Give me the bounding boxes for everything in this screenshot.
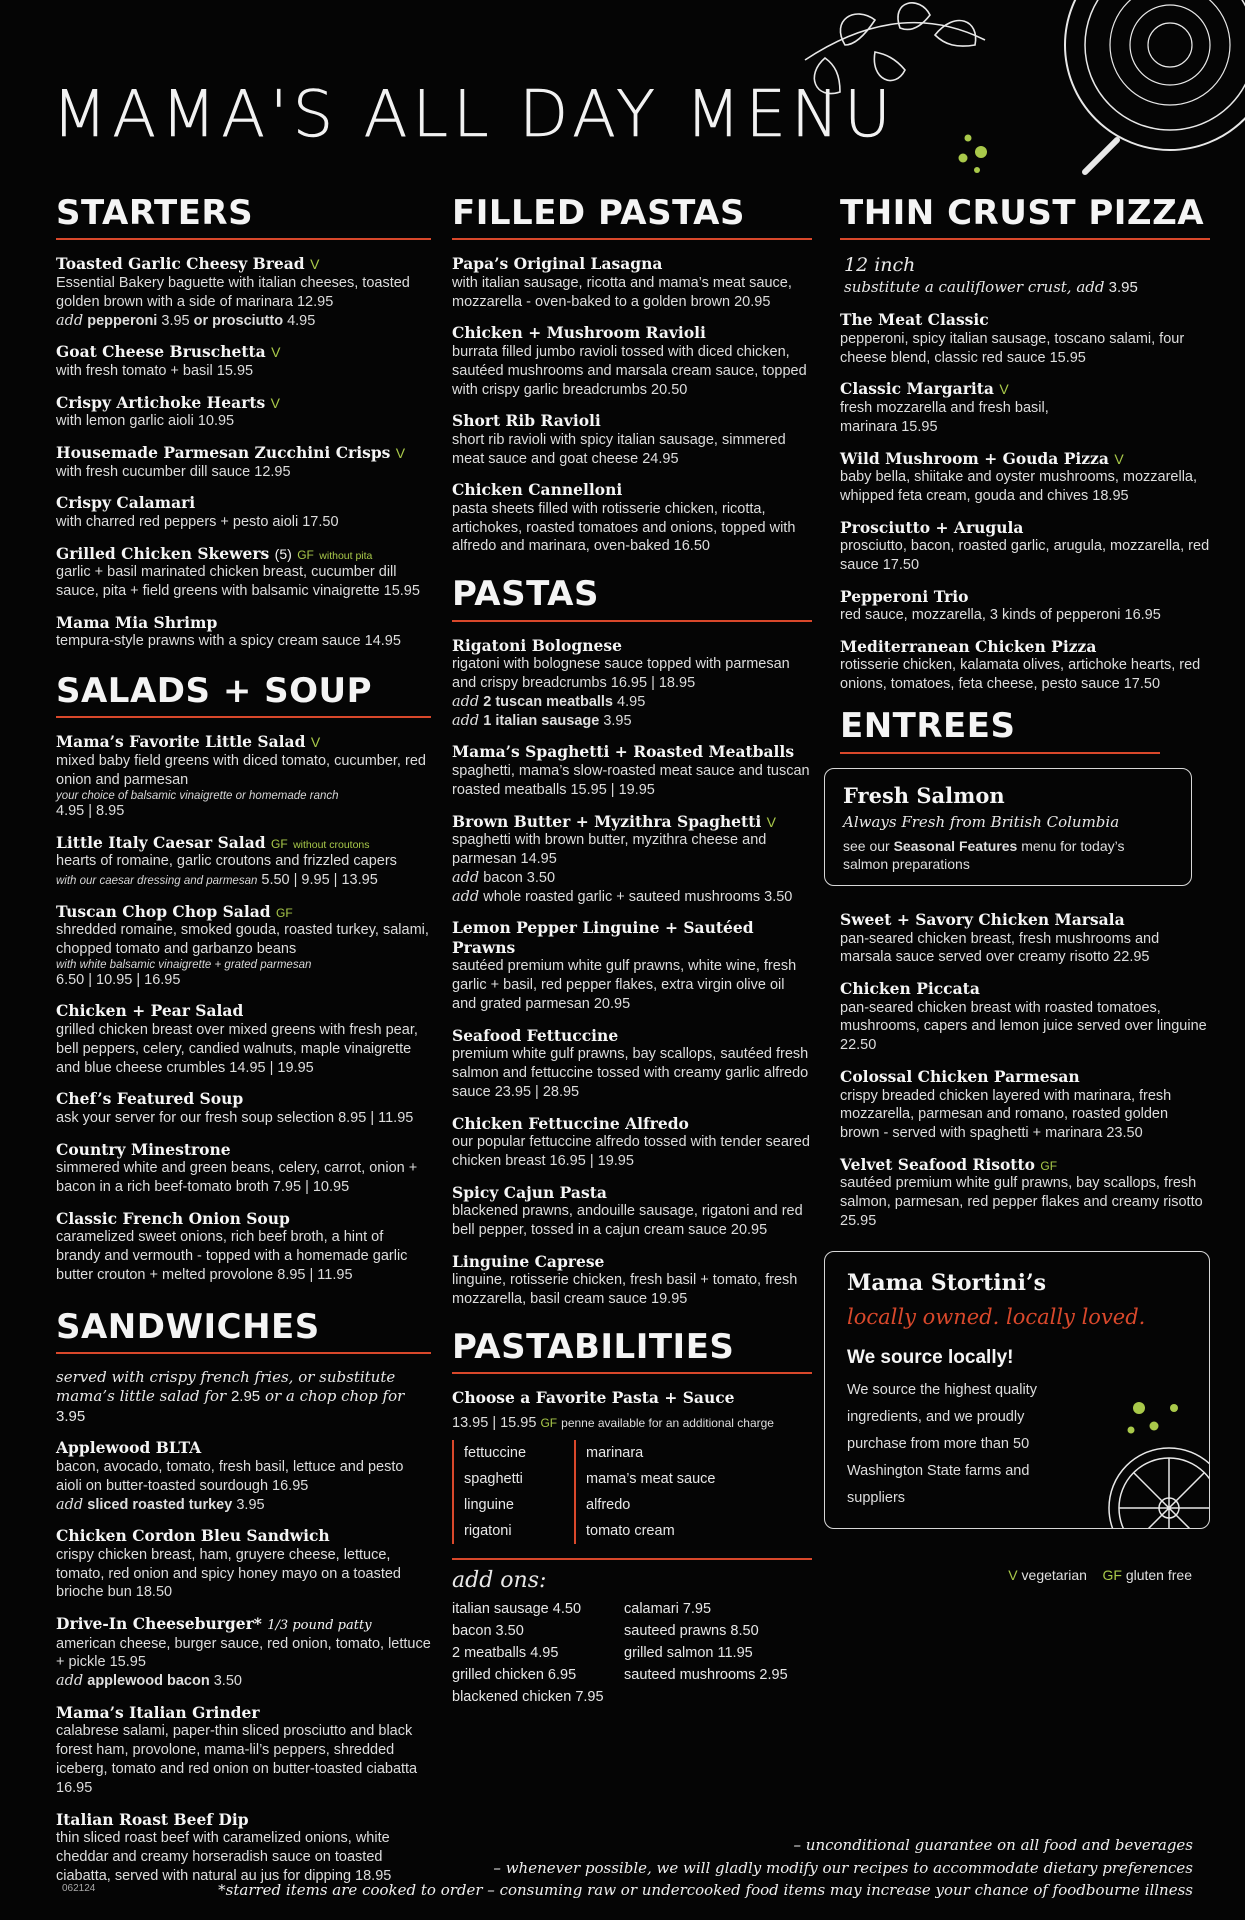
pizza-crust-note: substitute a cauliflower crust, add 3.95 [844, 278, 1138, 297]
vegetarian-mark: V [395, 445, 406, 462]
item-name: Crispy Artichoke Hearts [56, 392, 266, 412]
item-description: sautéed premium white gulf prawns, white wine, fresh garlic + basil, red pepper flakes, extra virgin olive oil and grated parmesan 20.95 [452, 958, 797, 1012]
menu-item [452, 323, 812, 399]
item-description: crispy chicken breast, ham, gruyere cheese, lettuce, tomato, red onion and spicy honey mayo on a toasted brioche bun 18.50 [56, 1546, 401, 1601]
menu-item [840, 1155, 1210, 1231]
addon-item: 2 meatballs 4.95 [452, 1645, 559, 1662]
sauce-option: alfredo [586, 1497, 631, 1514]
item-description: spaghetti, mama’s slow-roasted meat sauce and tuscan roasted meatballs 15.95 | 19.95 [452, 762, 810, 798]
gluten-free-mark: GF [270, 836, 288, 851]
item-note: your choice of balsamic vinaigrette or homemade ranch [56, 789, 339, 802]
menu-item [56, 1209, 431, 1285]
middle-column [452, 195, 812, 1705]
stortini-tagline: locally owned. locally loved. [847, 1305, 1146, 1330]
item-description: pan-seared chicken breast, fresh mushrooms and marsala sauce served over creamy risotto 22.95 [840, 930, 1160, 966]
item-name: Spicy Cajun Pasta [452, 1182, 607, 1202]
item-description: bacon, avocado, tomato, fresh basil, lettuce and pesto aioli on butter-toasted sourdough 16.95 [56, 1458, 404, 1494]
legend-vegetarian: vegetarian [1021, 1566, 1087, 1583]
item-description: hearts of romaine, garlic croutons and frizzled capers [56, 852, 397, 869]
menu-item: Little Italy Caesar Salad GF without croutons hearts of romaine, garlic croutons and frizzled capers with our caesar dressing and parmesan 5.50 | 9.95 | 13.95 [56, 833, 431, 890]
item-price: 5.50 | 9.95 | 13.95 [261, 871, 378, 888]
item-name: Chicken + Mushroom Ravioli [452, 323, 706, 343]
stortini-heading: We source locally! [847, 1347, 1014, 1369]
item-description: sautéed premium white gulf prawns, bay scallops, fresh salmon, parmesan, red pepper flakes and creamy risotto 25.95 [840, 1175, 1203, 1230]
item-note: with our caesar dressing and parmesan [56, 874, 258, 887]
item-name: The Meat Classic [840, 310, 989, 330]
menu-item [56, 493, 431, 531]
sandwiches-intro: served with crispy french fries, or substitute mama’s little salad for 2.95 or a chop chop for 3.95 [56, 1367, 405, 1425]
gluten-free-mark: GF [1040, 1159, 1058, 1174]
menu-item [840, 637, 1210, 694]
section-divider [840, 238, 1210, 240]
section-divider [452, 620, 812, 622]
item-description: rotisserie chicken, kalamata olives, artichoke hearts, red onions, tomatoes, feta cheese, pesto sauce 17.50 [840, 657, 1201, 693]
filled-pastas-heading: FILLED PASTAS [452, 193, 745, 233]
item-description: crispy breaded chicken layered with marinara, fresh mozzarella, parmesan and romano, roasted golden brown - served with spaghetti + marinara 23.50 [840, 1087, 1172, 1142]
item-addon: add sliced roasted turkey 3.95 [56, 1496, 265, 1513]
item-description: with lemon garlic aioli 10.95 [56, 413, 235, 430]
item-name: Crispy Calamari [56, 493, 196, 513]
menu-item [452, 812, 812, 907]
item-addon: add bacon 3.50 [452, 869, 556, 886]
menu-item [452, 411, 812, 468]
sauce-option: marinara [586, 1445, 644, 1462]
item-addon: add 1 italian sausage 3.95 [452, 712, 632, 729]
menu-item [840, 449, 1210, 506]
item-description: pasta sheets filled with rotisserie chicken, ricotta, artichokes, roasted tomatoes and onions, topped with alfredo and marinara, oven-baked 16.50 [452, 500, 796, 555]
item-name: Drive-In Cheeseburger* [56, 1614, 262, 1634]
item-description: fresh mozzarella and fresh basil, marinara 15.95 [840, 399, 1049, 435]
item-name: Sweet + Savory Chicken Marsala [840, 910, 1125, 930]
menu-item [56, 1140, 431, 1197]
salads-soup-section [56, 673, 431, 1284]
item-description: baby bella, shiitake and oyster mushrooms, mozzarella, whipped feta cream, gouda and chives 18.95 [840, 469, 1198, 504]
item-name: Papa’s Original Lasagna [452, 254, 663, 274]
item-name: Mama’s Favorite Little Salad [56, 732, 306, 752]
vegetarian-mark: V [270, 394, 280, 411]
item-description: calabrese salami, paper-thin sliced prosciutto and black forest ham, provolone, mama-lil’s peppers, shredded iceberg, tomato and red onion on butter-toasted ciabatta 16.95 [56, 1723, 418, 1796]
fresh-salmon-box [824, 768, 1192, 887]
pasta-option: rigatoni [464, 1523, 512, 1540]
item-description: tempura-style prawns with a spicy cream sauce 14.95 [56, 633, 401, 650]
salmon-tagline: Always Fresh from British Columbia [843, 812, 1120, 831]
item-name: Seafood Fettuccine [452, 1025, 619, 1045]
item-name: Little Italy Caesar Salad [56, 832, 266, 852]
item-description: linguine, rotisserie chicken, fresh basil + tomato, fresh mozzarella, basil cream sauce 19.95 [452, 1272, 798, 1307]
menu-title: MAMA'S ALL DAY MENU [52, 78, 896, 152]
pastas-heading: PASTAS [452, 574, 599, 615]
item-name: Chicken Cannelloni [452, 480, 623, 500]
vegetarian-mark: V [271, 344, 281, 361]
item-name: Wild Mushroom + Gouda Pizza [840, 448, 1109, 468]
item-name: Brown Butter + Myzithra Spaghetti [452, 811, 762, 831]
vegetarian-mark: V [1008, 1566, 1018, 1583]
item-description: with charred red peppers + pesto aioli 17.50 [56, 513, 339, 530]
section-divider [840, 752, 1160, 754]
sauce-option: mama’s meat sauce [586, 1471, 716, 1488]
menu-item [56, 902, 431, 990]
item-addon: add pepperoni 3.95 or prosciutto 4.95 [56, 312, 316, 329]
pizza-section [840, 195, 1210, 694]
herb-dots-icon [959, 135, 988, 174]
item-description: thin sliced roast beef with caramelized onions, white cheddar and creamy horseradish sauce on toasted ciabatta, served with natural au jus for dipping 18.95 [56, 1830, 392, 1884]
legend-gluten-free: gluten free [1125, 1566, 1192, 1583]
salads-heading: SALADS + SOUP [56, 671, 373, 712]
addon-item: bacon 3.50 [452, 1623, 524, 1640]
starters-heading: STARTERS [56, 193, 254, 233]
item-description: prosciutto, bacon, roasted garlic, arugula, mozzarella, red sauce 17.50 [840, 538, 1210, 574]
addon-item: calamari 7.95 [624, 1601, 712, 1618]
item-name: Applewood BLTA [56, 1438, 202, 1458]
item-addon: add whole roasted garlic + sauteed mushrooms 3.50 [452, 888, 793, 905]
legend [840, 1567, 1192, 1583]
item-name: Italian Roast Beef Dip [56, 1809, 249, 1829]
item-description: garlic + basil marinated chicken breast, cucumber dill sauce, pita + field greens with balsamic vinaigrette 15.95 [56, 564, 420, 600]
menu-item [56, 254, 431, 330]
vegetarian-mark: V [766, 813, 777, 830]
filled-pastas-section [452, 195, 812, 556]
item-name: Toasted Garlic Cheesy Bread [56, 254, 305, 274]
item-addon: add 2 tuscan meatballs 4.95 [452, 693, 646, 710]
item-name: Tuscan Chop Chop Salad [56, 901, 271, 921]
sauce-list [574, 1440, 715, 1544]
vegetarian-mark: V [310, 734, 321, 751]
menu-item [452, 918, 812, 1013]
item-name: Chicken Piccata [840, 979, 980, 999]
item-name: Country Minestrone [56, 1139, 231, 1159]
menu-item [56, 1703, 431, 1798]
pasta-option: spaghetti [464, 1471, 523, 1488]
addon-item: grilled salmon 11.95 [624, 1645, 753, 1662]
item-price: 4.95 | 8.95 [56, 802, 125, 819]
addon-item: grilled chicken 6.95 [452, 1667, 577, 1684]
item-description: american cheese, burger sauce, red onion, tomato, lettuce + pickle 15.95 [56, 1635, 431, 1671]
pastabilities-prices: 13.95 | 15.95 GF penne available for an additional charge [452, 1414, 774, 1431]
menu-item [452, 636, 812, 731]
item-description: our popular fettuccine alfredo tossed with tender seared chicken breast 16.95 | 19.95 [452, 1133, 810, 1169]
addons-list [452, 1601, 812, 1705]
item-description: ask your server for our fresh soup selection 8.95 | 11.95 [56, 1109, 414, 1126]
section-divider [452, 238, 812, 240]
menu-item [840, 979, 1210, 1055]
menu-item [452, 1252, 812, 1309]
item-description: burrata filled jumbo ravioli tossed with diced chicken, sautéed mushrooms and marsala cream sauce, topped with crispy garlic breadcrumbs 20.50 [452, 343, 807, 398]
plate-illustration-icon [1065, 0, 1245, 172]
item-description: pan-seared chicken breast with roasted tomatoes, mushrooms, capers and lemon juice served over linguine 22.50 [840, 999, 1207, 1054]
vegetarian-mark: V [1114, 450, 1124, 467]
item-name: Chicken Fettuccine Alfredo [452, 1113, 689, 1133]
section-divider [452, 1558, 812, 1560]
menu-item [452, 480, 812, 556]
menu-code: 062124 [62, 1883, 96, 1894]
addon-item: sauteed prawns 8.50 [624, 1623, 759, 1640]
item-description: rigatoni with bolognese sauce topped with parmesan and crispy breadcrumbs 16.95 | 18.95 [452, 656, 790, 691]
footer-notes [218, 1834, 1193, 1902]
addon-item: sauteed mushrooms 2.95 [624, 1667, 788, 1684]
menu-item [840, 910, 1210, 967]
lemon-illustration-icon [1079, 1378, 1210, 1529]
menu-item [840, 310, 1210, 367]
left-column [56, 195, 431, 1898]
item-name: Prosciutto + Arugula [840, 517, 1024, 537]
footer-line: – unconditional guarantee on all food and beverages [793, 1836, 1193, 1854]
menu-item [840, 1067, 1210, 1143]
item-name: Grilled Chicken Skewers [56, 543, 270, 563]
starters-section [56, 195, 431, 651]
menu-item [840, 518, 1210, 575]
item-description: blackened prawns, andouille sausage, rigatoni and red bell pepper, tossed in a cajun cream sauce 20.95 [452, 1203, 803, 1238]
section-divider [56, 238, 431, 240]
item-description: with italian sausage, ricotta and mama’s meat sauce, mozzarella - oven-baked to a golden brown 20.95 [452, 274, 792, 310]
item-description: spaghetti with brown butter, myzithra cheese and parmesan 14.95 [452, 832, 767, 867]
menu-item: Drive-In Cheeseburger* 1/3 pound patty american cheese, burger sauce, red onion, tomato, lettuce + pickle 15.95 add applewood bacon 3.50 [56, 1614, 431, 1690]
item-description: with fresh tomato + basil 15.95 [56, 362, 254, 379]
gluten-free-mark: GF [1102, 1566, 1122, 1583]
pasta-sauce-options [452, 1440, 812, 1544]
pastabilities-heading: PASTABILITIES [452, 1326, 735, 1367]
menu-item: Grilled Chicken Skewers (5) GF without pita garlic + basil marinated chicken breast, cucumber dill sauce, pita + field greens with balsamic vinaigrette 15.95 [56, 544, 431, 601]
stortini-description: We source the highest quality ingredients, and we proudly purchase from more than 50 Washington State farms and suppliers [847, 1382, 1037, 1506]
pizza-heading: THIN CRUST PIZZA [840, 193, 1205, 233]
menu-item [840, 379, 1210, 436]
item-description: pepperoni, spicy italian sausage, toscano salami, four cheese blend, classic red sauce 15.95 [840, 330, 1185, 366]
menu-item [56, 1438, 431, 1514]
stortini-name: Mama Stortini’s [847, 1269, 1047, 1296]
item-name: Colossal Chicken Parmesan [840, 1067, 1080, 1087]
pasta-list [452, 1440, 574, 1544]
item-description: shredded romaine, smoked gouda, roasted turkey, salami, chopped tomato and garbanzo beans [56, 921, 429, 957]
menu-item [56, 1089, 431, 1127]
item-name: Mama’s Italian Grinder [56, 1703, 260, 1723]
item-name: Chicken Cordon Bleu Sandwich [56, 1526, 330, 1546]
sandwiches-heading: SANDWICHES [56, 1306, 320, 1347]
vegetarian-mark: V [999, 381, 1009, 398]
section-divider [56, 716, 431, 718]
salmon-description: see our Seasonal Features menu for today’s salmon preparations [843, 837, 1125, 872]
menu-item [56, 732, 431, 820]
menu-item [56, 1001, 431, 1077]
menu-item [840, 587, 1210, 625]
item-price: 6.50 | 10.95 | 16.95 [56, 971, 181, 988]
gluten-free-mark: GF [276, 905, 293, 920]
addon-item: italian sausage 4.50 [452, 1601, 582, 1618]
item-name: Mama Mia Shrimp [56, 612, 218, 632]
item-name: Pepperoni Trio [840, 586, 969, 606]
item-name: Chicken + Pear Salad [56, 1001, 244, 1021]
pizza-size: 12 inch [844, 254, 916, 277]
item-name: Housemade Parmesan Zucchini Crisps [56, 443, 391, 463]
gluten-free-mark: GF [540, 1415, 558, 1430]
item-description: simmered white and green beans, celery, carrot, onion + bacon in a rich beef-tomato broth 7.95 | 10.95 [56, 1159, 418, 1195]
menu-item [452, 742, 812, 799]
pastabilities-choose: Choose a Favorite Pasta + Sauce [452, 1388, 735, 1408]
addons-heading: add ons: [452, 1568, 547, 1594]
item-note: with white balsamic vinaigrette + grated parmesan [56, 958, 312, 971]
menu-item [452, 1183, 812, 1240]
menu-item [56, 613, 431, 651]
pasta-option: fettuccine [464, 1445, 527, 1462]
menu-item [452, 1026, 812, 1102]
salmon-title: Fresh Salmon [843, 782, 1005, 808]
item-name: Mama’s Spaghetti + Roasted Meatballs [452, 742, 795, 762]
footer-line: *starred items are cooked to order – consuming raw or undercooked food items may increase your chance of foodbourne illness [218, 1881, 1193, 1899]
entrees-section [840, 708, 1210, 1231]
item-description: premium white gulf prawns, bay scallops, sautéed fresh salmon and fettuccine tossed with creamy garlic alfredo sauce 23.95 | 28.95 [452, 1046, 809, 1100]
item-name: Classic Margarita [840, 379, 994, 399]
pastas-section [452, 576, 812, 1308]
item-description: grilled chicken breast over mixed greens with fresh pear, bell peppers, celery, candied walnuts, maple vinaigrette and blue cheese crumbles 14.95 | 19.95 [56, 1021, 418, 1076]
item-description: caramelized sweet onions, rich beef broth, a hint of brandy and vermouth - topped with a homemade garlic butter crouton + melted provolone 8.95 | 11.95 [56, 1229, 408, 1283]
item-name: Short Rib Ravioli [452, 411, 601, 431]
section-divider [452, 1372, 812, 1374]
item-description: with fresh cucumber dill sauce 12.95 [56, 463, 291, 480]
item-description: red sauce, mozzarella, 3 kinds of pepperoni 16.95 [840, 607, 1161, 624]
menu-item [452, 254, 812, 311]
footer-line: – whenever possible, we will gladly modify our recipes to accommodate dietary preferences [493, 1858, 1193, 1877]
addon-item: blackened chicken 7.95 [452, 1689, 604, 1706]
menu-item [56, 443, 431, 481]
menu-item [56, 1526, 431, 1602]
item-description: short rib ravioli with spicy italian sausage, simmered meat sauce and goat cheese 24.95 [452, 431, 786, 467]
item-description: mixed baby field greens with diced tomato, cucumber, red onion and parmesan [56, 752, 426, 788]
menu-item [452, 1114, 812, 1171]
vegetarian-mark: V [310, 256, 320, 273]
item-name: Velvet Seafood Risotto [840, 1155, 1035, 1175]
item-name: Rigatoni Bolognese [452, 635, 622, 655]
item-name: Classic French Onion Soup [56, 1208, 290, 1228]
item-name: Chef’s Featured Soup [56, 1089, 244, 1109]
item-name: Mediterranean Chicken Pizza [840, 637, 1097, 657]
sandwiches-section [56, 1306, 431, 1886]
item-addon: add applewood bacon 3.50 [56, 1673, 242, 1690]
section-divider [56, 1352, 431, 1354]
pastabilities-section [452, 1326, 812, 1706]
right-column [840, 195, 1210, 1583]
menu-item [56, 342, 431, 380]
entrees-heading: ENTREES [840, 706, 1016, 747]
pasta-option: linguine [464, 1497, 514, 1514]
gluten-free-mark: GF [297, 547, 314, 562]
item-name: Goat Cheese Bruschetta [56, 342, 266, 362]
sauce-option: tomato cream [586, 1523, 675, 1540]
menu-item [56, 393, 431, 431]
mama-stortini-box [824, 1251, 1210, 1529]
item-name: Lemon Pepper Linguine + Sautéed Prawns [452, 918, 754, 957]
item-name: Linguine Caprese [452, 1251, 605, 1271]
item-description: Essential Bakery baguette with italian cheeses, toasted golden brown with a side of marinara 12.95 [56, 274, 410, 310]
